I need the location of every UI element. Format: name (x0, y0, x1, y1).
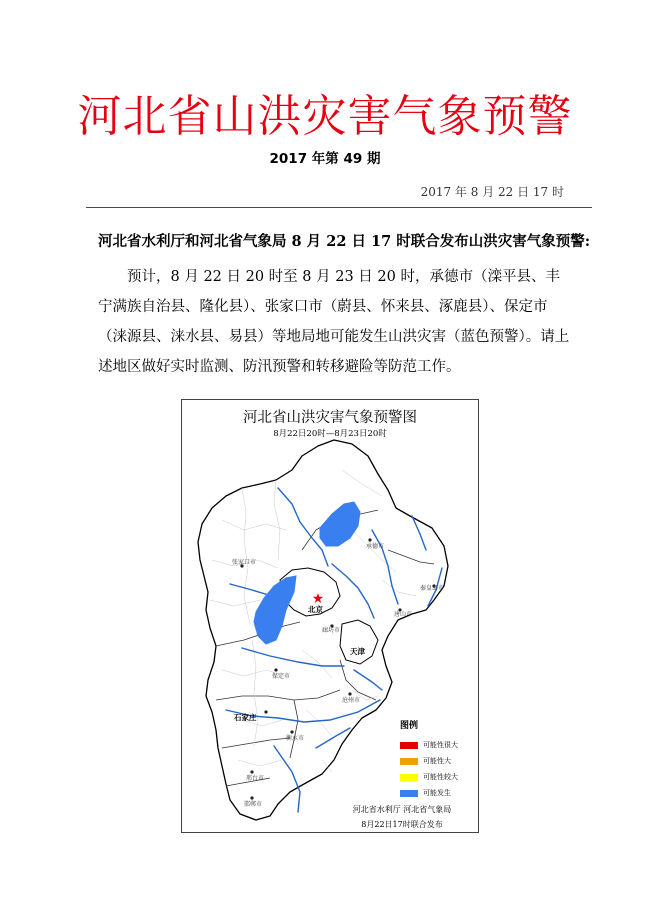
legend-swatch-likely (400, 758, 418, 765)
legend-swatch-fairly-likely (400, 774, 418, 781)
label-beijing: 北京 (308, 605, 323, 614)
label-chengde: 承德市 (366, 543, 385, 550)
legend-item (400, 737, 478, 753)
body-paragraph: 预计，8 月 22 日 20 时至 8 月 23 日 20 时，承德市（滦平县、丰宁满族自治县、隆化县）、张家口市（蔚县、怀来县、涿鹿县）、保定市（涞源县、涞水县、易县）等地局地可能发生山洪灾害（蓝色预警）。请上述地区做好实时监测、防汛预警和转移避险等防范工作。 (98, 269, 570, 375)
legend-title: 图例 (400, 721, 419, 731)
document-title: 河北省山洪灾害气象预警 (77, 91, 573, 142)
label-handan: 邯郸市 (244, 801, 263, 808)
map-issue-time: 8月22日17时联合发布 (361, 820, 443, 829)
map-subtitle: 8月22日20时—8月23日20时 (273, 429, 387, 439)
legend-label: 可能性很大 (423, 741, 458, 749)
legend-swatch-possible (400, 790, 418, 797)
label-baoding: 保定市 (272, 673, 291, 680)
legend-label: 可能性较大 (423, 773, 458, 781)
label-tianjin: 天津 (350, 647, 365, 656)
intro-paragraph: 河北省水利厅和河北省气象局 8 月 22 日 17 时联合发布山洪灾害气象预警: (98, 233, 591, 250)
map-legend (400, 718, 478, 801)
label-langfang: 廊坊市 (322, 627, 341, 634)
label-shijiazhuang: 石家庄 (234, 713, 257, 722)
legend-label: 可能性大 (423, 757, 451, 765)
label-tangshan: 唐山市 (394, 611, 413, 618)
header-divider (86, 207, 592, 208)
legend-item (400, 769, 478, 785)
label-xingtai: 邢台市 (246, 775, 265, 782)
issue-date: 2017 年 8 月 22 日 17 时 (420, 185, 564, 199)
legend-swatch-very-likely (400, 742, 418, 749)
legend-item (400, 785, 478, 801)
map-issuer: 河北省水利厅 河北省气象局 (352, 805, 452, 814)
issue-number: 2017 年第 49 期 (269, 151, 381, 167)
legend-item (400, 753, 478, 769)
warning-map (181, 399, 479, 833)
label-qinhuangdao: 秦皇岛市 (420, 585, 445, 592)
label-zhangjiakou: 张家口市 (232, 559, 257, 566)
legend-label: 可能发生 (423, 789, 451, 797)
map-title: 河北省山洪灾害气象预警图 (243, 410, 417, 426)
label-hengshui: 衡水市 (286, 735, 305, 742)
label-cangzhou: 沧州市 (342, 697, 361, 704)
